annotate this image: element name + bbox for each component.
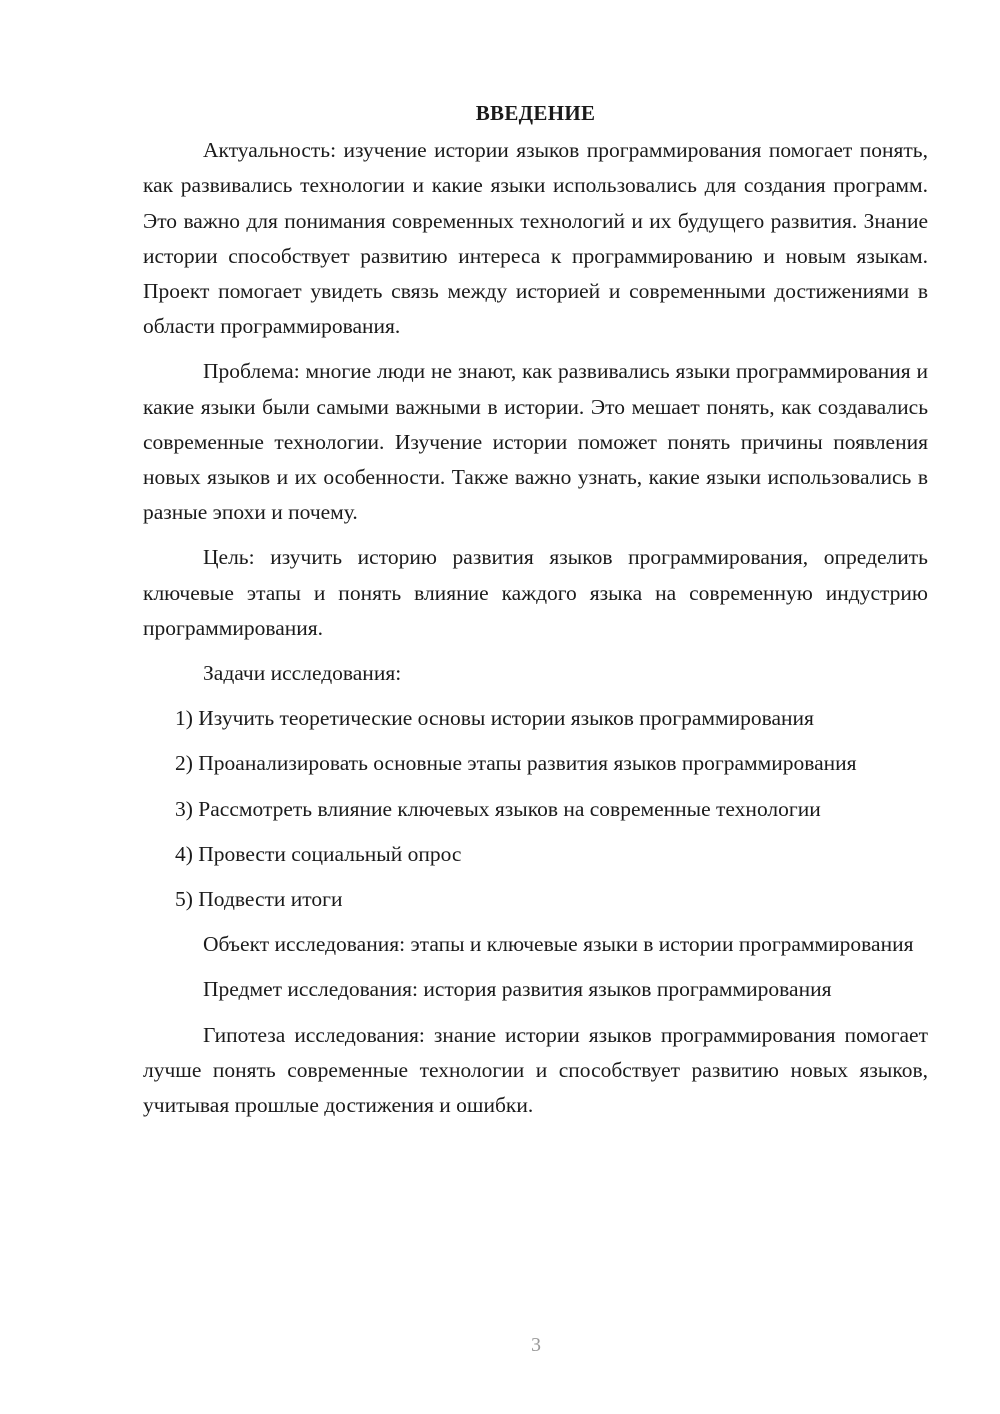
page-number: 3 (531, 1334, 541, 1356)
hypothesis-paragraph: Гипотеза исследования: знание истории языков программирования помогает лучше понять современные технологии и способствует развитию новых языков, учитывая прошлые достижения и ошибки. (143, 1022, 928, 1118)
page-title: ВВЕДЕНИЕ (475, 101, 596, 125)
task-item-1: 1) Изучить теоретические основы истории языков программирования (175, 706, 814, 731)
task-item-4: 4) Провести социальный опрос (175, 841, 462, 866)
relevance-paragraph: Актуальность: изучение истории языков программирования помогает понять, как развивались технологии и какие языки использовались для создания программ. Это важно для понимания современных технологий и их будущего развития. Знание истории способствует развитию интереса к программированию и новым языкам. Проект помогает увидеть связь между историей и современными достижениями в области программирования. (143, 138, 928, 339)
subject-paragraph: Предмет исследования: история развития языков программирования (203, 977, 832, 1002)
problem-paragraph: Проблема: многие люди не знают, как развивались языки программирования и какие языки были самыми важными в истории. Это мешает понять, как создавались современные технологии. Изучение истории поможет понять причины появления новых языков и их особенности. Также важно узнать, какие языки использовались в разные эпохи и почему. (143, 359, 928, 525)
task-item-5: 5) Подвести итоги (175, 887, 343, 912)
task-item-3: 3) Рассмотреть влияние ключевых языков на современные технологии (175, 796, 821, 821)
task-item-2: 2) Проанализировать основные этапы развития языков программирования (175, 751, 857, 776)
document-body (143, 90, 928, 1123)
object-paragraph: Объект исследования: этапы и ключевые языки в истории программирования (203, 932, 914, 957)
tasks-heading: Задачи исследования: (203, 661, 402, 686)
goal-paragraph: Цель: изучить историю развития языков программирования, определить ключевые этапы и понять влияние каждого языка на современную индустрию программирования. (143, 545, 928, 640)
